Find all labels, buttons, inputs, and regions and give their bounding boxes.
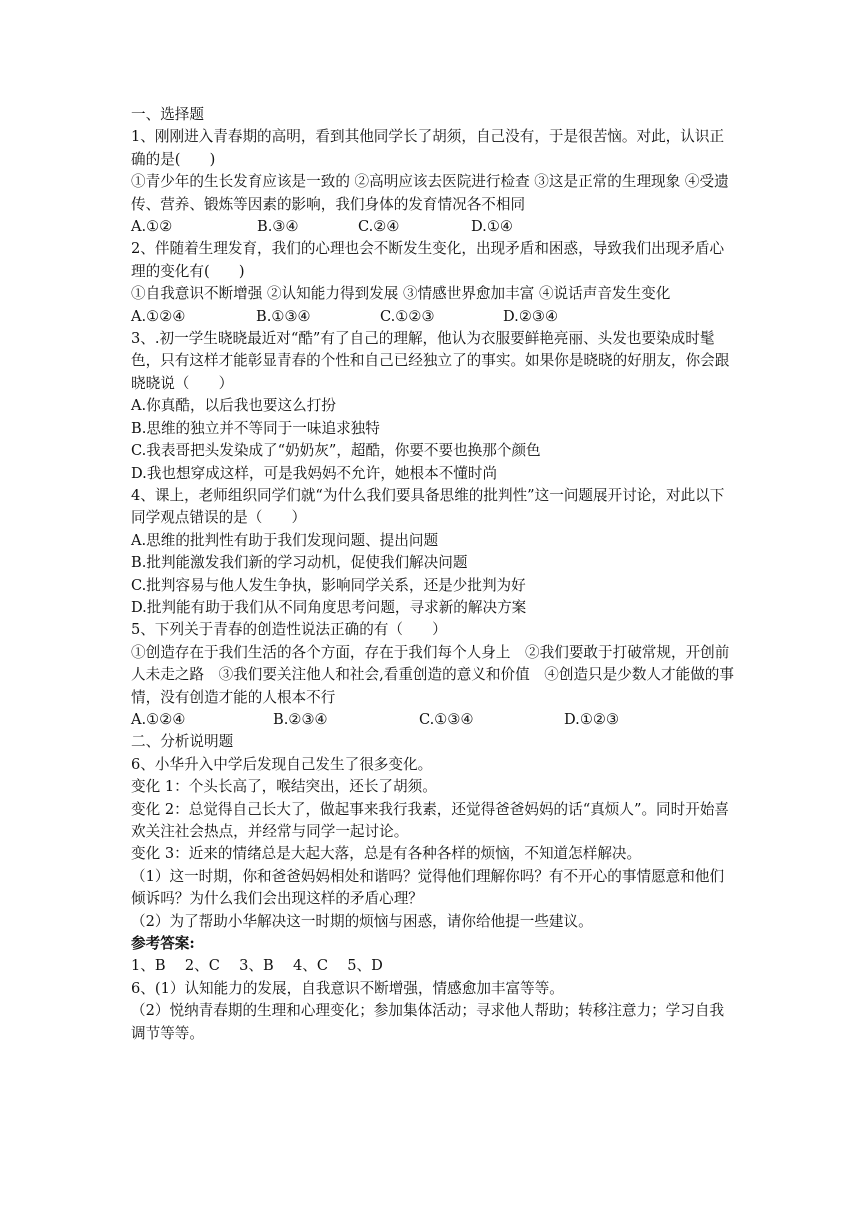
question-2-stem: 2、伴随着生理发育，我们的心理也会不断发生变化，出现矛盾和困惑，导致我们出现矛盾心理的变化有( ) bbox=[131, 240, 725, 280]
question-1-statements: ①青少年的生长发育应该是一致的 ②高明应该去医院进行检查 ③这是正常的生理现象 ④受遗传、营养、锻炼等因素的影响，我们身体的发育情况各不相同 bbox=[131, 173, 729, 213]
question-1-options bbox=[131, 216, 736, 238]
option-b: B.批判能激发我们新的学习动机，促使我们解决问题 bbox=[131, 554, 468, 572]
option-b: B.思维的独立并不等同于一味追求独特 bbox=[131, 419, 380, 437]
answers-choice: 1、B 2、C 3、B 4、C 5、D bbox=[131, 957, 383, 975]
question-1-stem: 1、刚刚进入青春期的高明，看到其他同学长了胡须，自己没有，于是很苦恼。对此，认识正确的是( ) bbox=[131, 128, 725, 168]
option-a: A.你真酷，以后我也要这么打扮 bbox=[131, 397, 336, 415]
option-d: D.①④ bbox=[471, 218, 513, 236]
option-c: C.②④ bbox=[358, 218, 400, 236]
answers-title: 参考答案: bbox=[131, 935, 195, 953]
option-a: A.①②④ bbox=[131, 710, 186, 728]
option-a: A.思维的批判性有助于我们发现问题、提出问题 bbox=[131, 531, 439, 549]
option-b: B.①③④ bbox=[256, 307, 311, 325]
option-c: C.①②③ bbox=[380, 307, 435, 325]
question-6-change-3: 变化 3：近来的情绪总是大起大落，总是有各种各样的烦恼，不知道怎样解决。 bbox=[131, 845, 642, 863]
question-5-statements: ①创造存在于我们生活的各个方面，存在于我们每个人身上 ②我们要敢于打破常规，开创前人未走之路 ③我们要关注他人和社会,看重创造的意义和价值 ④创造只是少数人才能做的事情，没有创造才能的人根本不行 bbox=[131, 643, 734, 706]
question-6-change-2: 变化 2：总觉得自己长大了，做起事来我行我素，还觉得爸爸妈妈的话“真烦人”。同时开始喜欢关注社会热点，并经常与同学一起讨论。 bbox=[131, 800, 730, 840]
section-title-analysis: 二、分析说明题 bbox=[131, 733, 234, 751]
question-6-sub-2: （2）为了帮助小华解决这一时期的烦恼与困惑，请你给他提一些建议。 bbox=[131, 912, 593, 930]
question-2-options bbox=[131, 306, 736, 328]
option-d: D.②③④ bbox=[503, 307, 559, 325]
option-b: B.③④ bbox=[257, 218, 299, 236]
document-body bbox=[131, 104, 736, 1045]
option-a: A.①② bbox=[131, 218, 173, 236]
question-6-stem: 6、小华升入中学后发现自己发生了很多变化。 bbox=[131, 755, 433, 773]
question-2-statements: ①自我意识不断增强 ②认知能力得到发展 ③情感世界愈加丰富 ④说话声音发生变化 bbox=[131, 285, 671, 303]
option-d: D.我也想穿成这样，可是我妈妈不允许，她根本不懂时尚 bbox=[131, 464, 498, 482]
option-c: C.①③④ bbox=[419, 710, 474, 728]
option-c: C.批判容易与他人发生争执，影响同学关系，还是少批判为好 bbox=[131, 576, 526, 594]
question-6-change-1: 变化 1：个头长高了，喉结突出，还长了胡须。 bbox=[131, 778, 437, 796]
question-4-stem: 4、课上，老师组织同学们就“为什么我们要具备思维的批判性”这一问题展开讨论，对此以下同学观点错误的是（ ） bbox=[131, 486, 725, 527]
option-d: D.批判能有助于我们从不同角度思考问题，寻求新的解决方案 bbox=[131, 598, 527, 616]
question-3-stem: 3、.初一学生晓晓最近对“酷”有了自己的理解，他认为衣服要鲜艳亮丽、头发也要染成时髦色，只有这样才能彰显青春的个性和自己已经独立了的事实。如果你是晓晓的好朋友，你会跟晓晓说（ ） bbox=[131, 330, 730, 392]
question-5-options bbox=[131, 709, 736, 731]
question-6-sub-1: （1）这一时期，你和爸爸妈妈相处和谐吗？觉得他们理解你吗？有不开心的事情愿意和他们倾诉吗？为什么我们会出现这样的矛盾心理？ bbox=[131, 867, 725, 908]
option-d: D.①②③ bbox=[564, 710, 620, 728]
option-a: A.①②④ bbox=[131, 307, 186, 325]
answer-6-part-2: （2）悦纳青春期的生理和心理变化；参加集体活动；寻求他人帮助；转移注意力；学习自我调节等等。 bbox=[131, 1002, 725, 1042]
option-b: B.②③④ bbox=[273, 710, 328, 728]
answer-6-part-1: 6、(1）认知能力的发展，自我意识不断增强，情感愈加丰富等等。 bbox=[131, 979, 564, 997]
question-5-stem: 5、下列关于青春的创造性说法正确的有（ ） bbox=[131, 621, 447, 639]
option-c: C.我表哥把头发染成了“奶奶灰”，超酷，你要不要也换那个颜色 bbox=[131, 442, 541, 460]
section-title-choice: 一、选择题 bbox=[131, 106, 204, 123]
